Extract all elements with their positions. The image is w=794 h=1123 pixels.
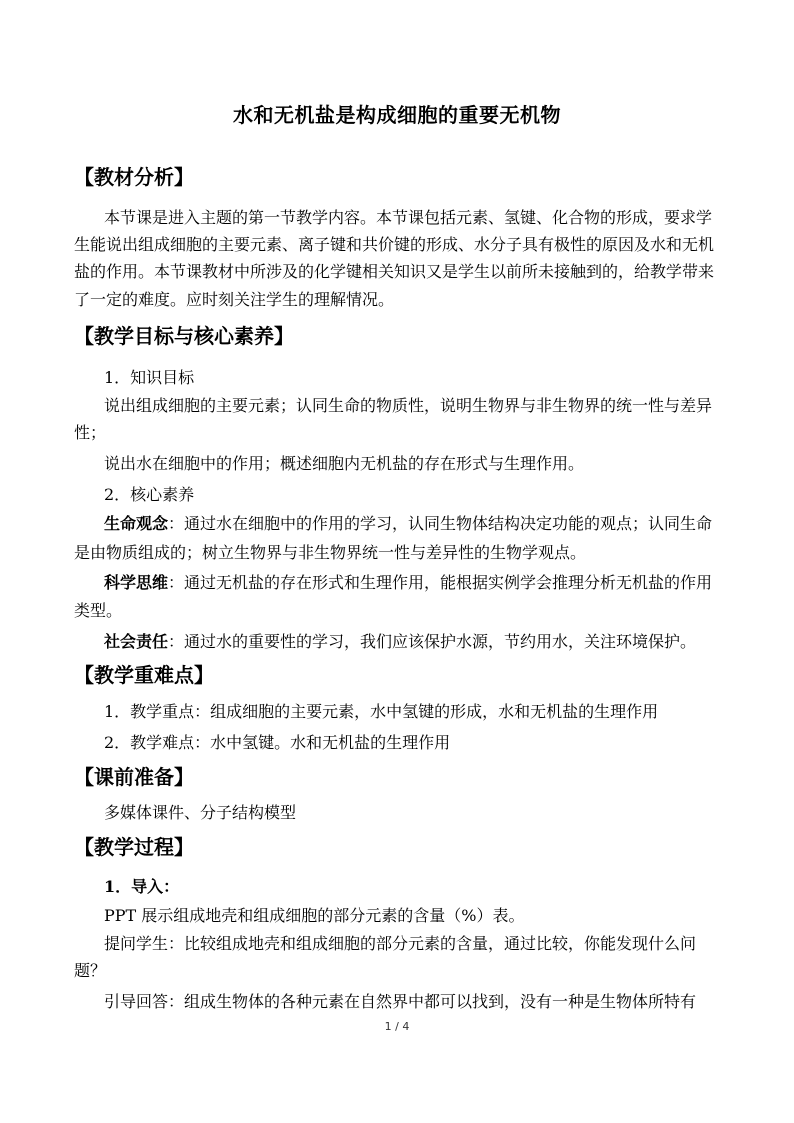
step-label: 1．导入： <box>104 877 180 896</box>
paragraph-line: 题？ <box>74 961 107 980</box>
paragraph-line: 多媒体课件、分子结构模型 <box>104 803 297 822</box>
bold-label: 科学思维 <box>104 573 169 592</box>
list-item-label: 1．知识目标 <box>104 368 195 387</box>
paragraph-line-social-responsibility <box>104 631 696 653</box>
paragraph-line: 是由物质组成的；树立生物界与非生物界统一性与差异性的生物学观点。 <box>74 543 587 562</box>
section-heading-material-analysis: 【教材分析】 <box>74 165 194 189</box>
section-heading-teaching-process: 【教学过程】 <box>74 835 194 859</box>
list-item: 1．教学重点：组成细胞的主要元素，水中氢键的形成，水和无机盐的生理作用 <box>104 702 659 721</box>
section-heading-teaching-goals: 【教学目标与核心素养】 <box>74 324 294 348</box>
paragraph-line: 本节课是进入主题的第一节教学内容。本节课包括元素、氢键、化合物的形成，要求学 <box>104 208 713 227</box>
inline-text: ：通过无机盐的存在形式和生理作用，能根据实例学会推理分析无机盐的作用 <box>168 573 713 592</box>
paragraph-line: 引导回答：组成生物体的各种元素在自然界中都可以找到，没有一种是生物体所特有 <box>104 992 697 1011</box>
bold-label: 生命观念 <box>104 514 169 533</box>
inline-text: ：通过水的重要性的学习，我们应该保护水源，节约用水，关注环境保护。 <box>168 632 697 651</box>
page-number: 1 / 4 <box>384 1020 410 1033</box>
paragraph-line: PPT 展示组成地壳和组成细胞的部分元素的含量（%）表。 <box>104 906 525 925</box>
bold-label: 社会责任 <box>104 632 169 651</box>
inline-text: ：通过水在细胞中的作用的学习，认同生物体结构决定功能的观点；认同生命 <box>168 514 713 533</box>
list-item-label: 2．核心素养 <box>104 485 195 504</box>
paragraph-line: 说出水在细胞中的作用；概述细胞内无机盐的存在形式与生理作用。 <box>104 454 585 473</box>
section-heading-key-difficulties: 【教学重难点】 <box>74 663 214 687</box>
paragraph-line: 盐的作用。本节课教材中所涉及的化学键相关知识又是学生以前所未接触到的，给教学带来 <box>74 262 715 281</box>
paragraph-line: 提问学生：比较组成地壳和组成细胞的部分元素的含量，通过比较，你能发现什么问 <box>104 934 697 953</box>
paragraph-line-scientific-thinking <box>104 572 712 594</box>
paragraph-line: 类型。 <box>74 601 123 620</box>
paragraph-line: 生能说出组成细胞的主要元素、离子键和共价键的形成、水分子具有极性的原因及水和无机 <box>74 235 715 254</box>
paragraph-line: 性； <box>74 423 107 442</box>
list-item: 2．教学难点：水中氢键。水和无机盐的生理作用 <box>104 733 451 752</box>
paragraph-line: 了一定的难度。应时刻关注学生的理解情况。 <box>74 290 395 309</box>
paragraph-line: 说出组成细胞的主要元素；认同生命的物质性，说明生物界与非生物界的统一性与差异 <box>104 396 713 415</box>
document-title: 水和无机盐是构成细胞的重要无机物 <box>233 103 561 127</box>
paragraph-line-life-concept <box>104 513 712 535</box>
section-heading-preparation: 【课前准备】 <box>74 765 194 789</box>
